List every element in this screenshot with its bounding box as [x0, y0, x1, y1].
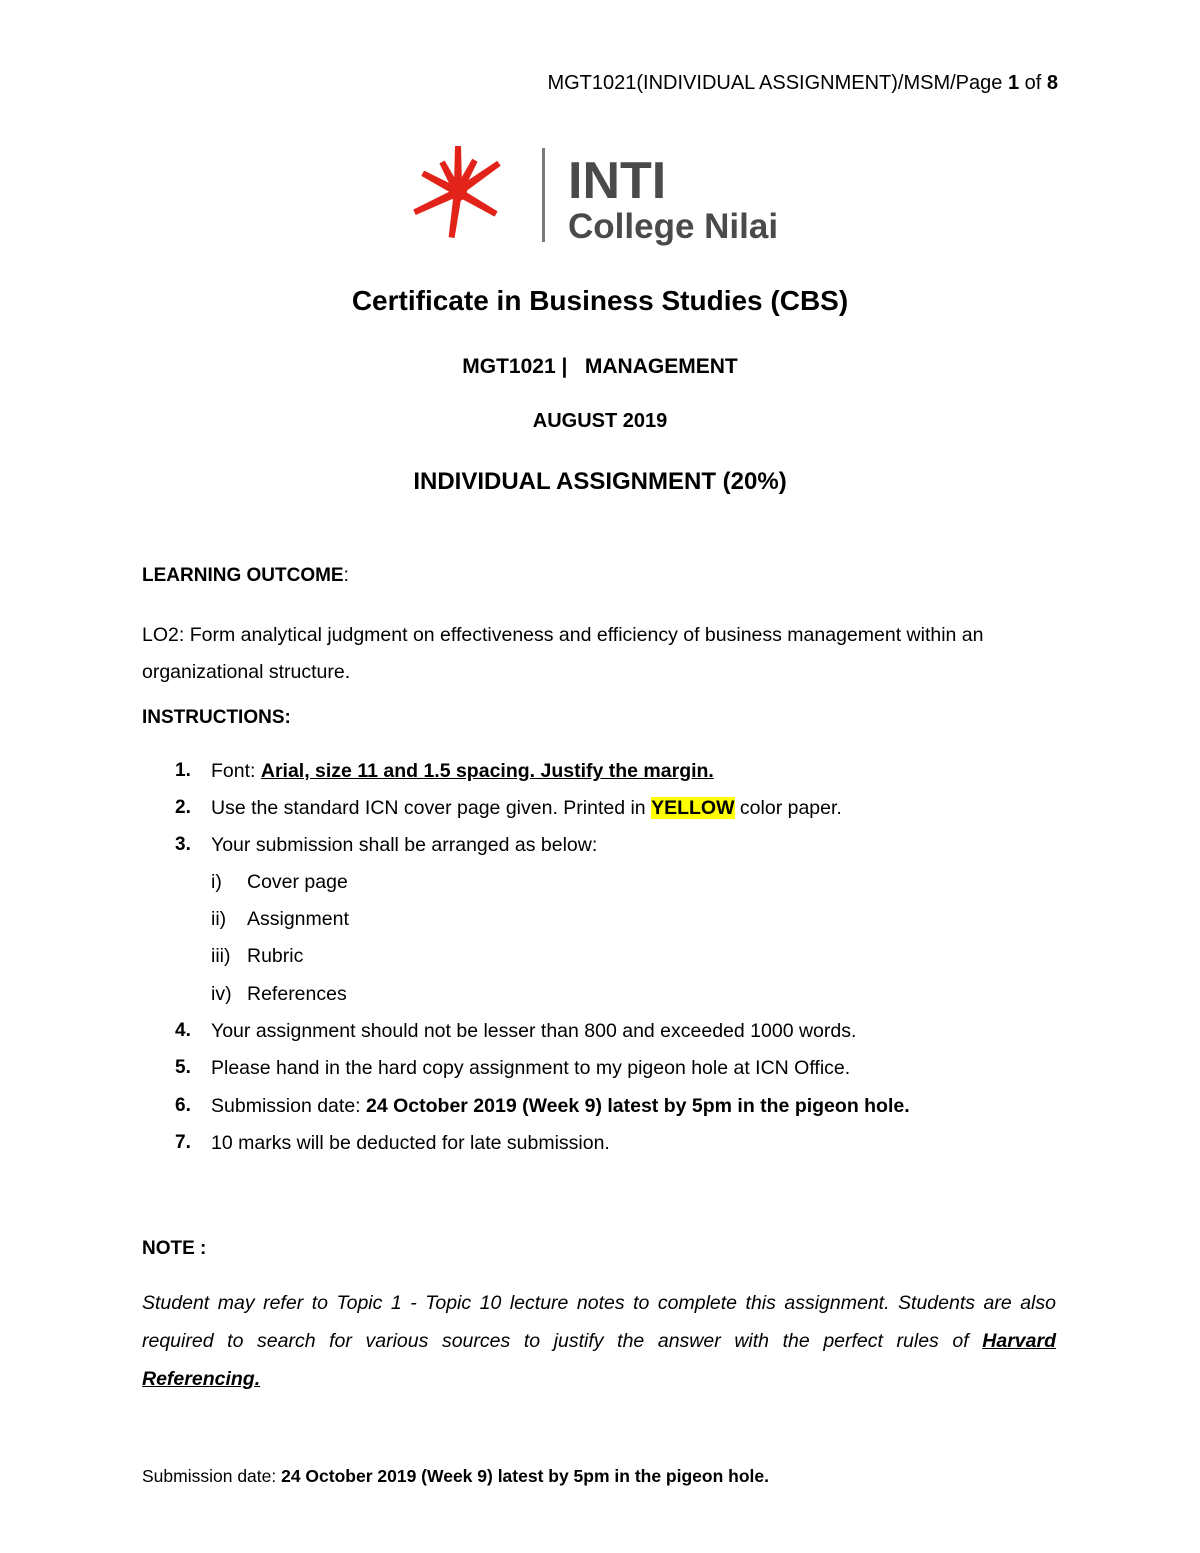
item-number: 1. [175, 760, 191, 781]
page-footer: Submission date: 24 October 2019 (Week 9) latest by 5pm in the pigeon hole. [142, 1466, 769, 1486]
header-page-number: 1 [1007, 72, 1020, 94]
note-text: Student may refer to Topic 1 - Topic 10 lecture notes to complete this assignment. Students are also required to search for various sources to justify the answer with the perfect rules of Harvard Referencing. [142, 1292, 1056, 1390]
header-of: of [1019, 72, 1047, 94]
learning-outcome-text: LO2: Form analytical judgment on effectiveness and efficiency of business management within an organizational structure. [142, 624, 984, 683]
item-number: 2. [175, 797, 191, 818]
logo-college-text: College Nilai [568, 207, 779, 246]
item-number: 4. [175, 1020, 191, 1041]
header-page-total: 8 [1046, 72, 1058, 94]
assignment-title: INDIVIDUAL ASSIGNMENT (20%) [413, 468, 787, 495]
yellow-highlight: YELLOW [651, 797, 735, 819]
item-number: 6. [175, 1095, 191, 1116]
logo-divider [542, 148, 545, 242]
font-requirement: Arial, size 11 and 1.5 spacing. Justify the margin. [260, 760, 714, 782]
item-number: 5. [175, 1057, 191, 1078]
note-heading: NOTE : [142, 1238, 207, 1259]
learning-outcome-heading: LEARNING OUTCOME: [142, 565, 349, 586]
inti-star-mark-icon [413, 146, 501, 238]
course-code: MGT1021 | MANAGEMENT [462, 355, 738, 378]
item-number: 7. [175, 1132, 191, 1153]
inti-logo [400, 140, 820, 252]
harvard-referencing: Harvard Referencing. [142, 1330, 1056, 1390]
instructions-heading: INSTRUCTIONS: [142, 707, 291, 728]
header-prefix: MGT1021(INDIVIDUAL ASSIGNMENT)/MSM/Page [547, 72, 1008, 94]
document-title: Certificate in Business Studies (CBS) [351, 285, 849, 316]
logo-inti-text: INTI [568, 152, 667, 210]
item-number: 3. [175, 834, 191, 855]
page-header [547, 72, 1058, 95]
intake-date: AUGUST 2019 [532, 410, 668, 432]
submission-deadline: 24 October 2019 (Week 9) latest by 5pm in the pigeon hole. [366, 1095, 910, 1117]
